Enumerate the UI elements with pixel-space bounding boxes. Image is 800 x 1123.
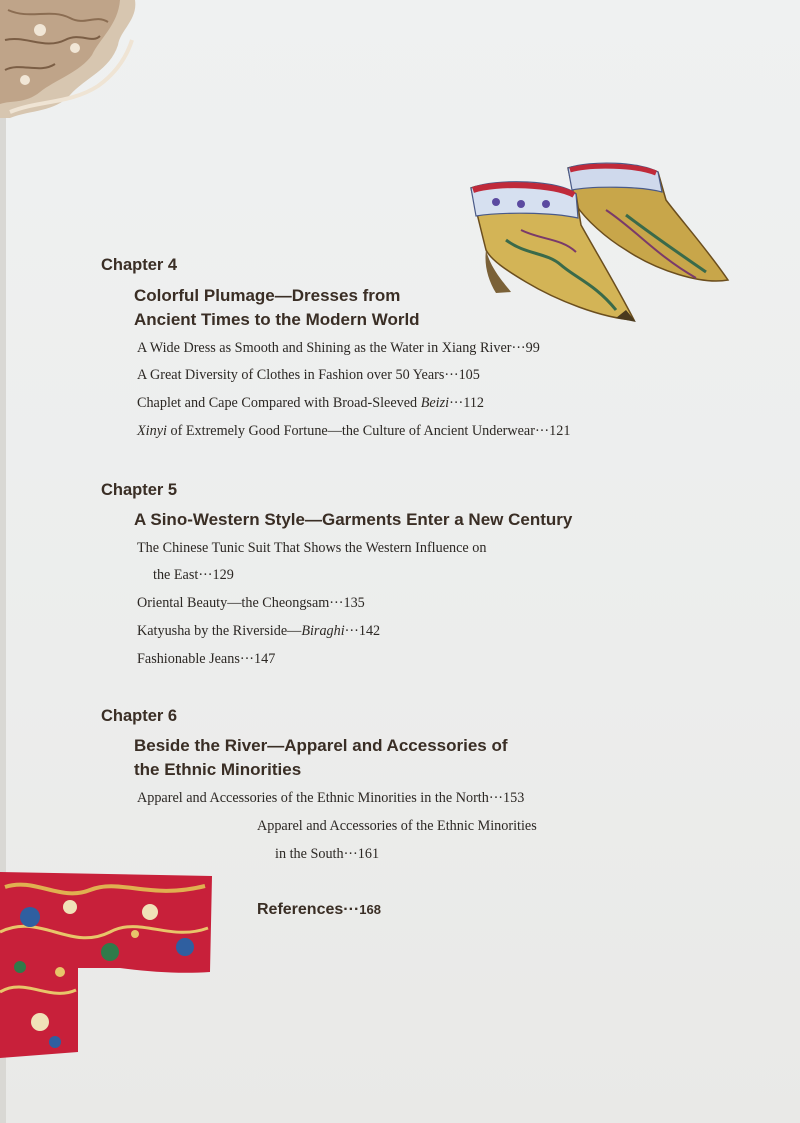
page-number: 129 [212,567,234,583]
toc-entry-line-1[interactable] [257,818,537,835]
chapter-4-title-line-1: Colorful Plumage—Dresses from [134,286,401,305]
chapter-4-label: Chapter 4 [101,256,178,274]
toc-entry[interactable] [137,340,540,357]
entry-title: of Extremely Good Fortune—the Culture of Ancient Underwear [166,423,535,439]
entry-title: Chaplet and Cape Compared with Broad-Sleeved [137,395,421,411]
entry-title: Apparel and Accessories of the Ethnic Minorities in the North [137,790,489,806]
leader-dots: ··· [343,846,358,862]
page-number: 105 [458,367,480,383]
leader-dots: ··· [488,790,504,806]
entry-title: Oriental Beauty—the Cheongsam [137,595,330,611]
page-number: 142 [358,623,381,639]
entry-title: Fashionable Jeans [137,651,240,667]
entry-title-italic: Beizi [420,395,450,411]
page-number: 153 [503,790,525,806]
entry-title: A Great Diversity of Clothes in Fashion over 50 Years [137,367,445,383]
toc-entry-line-2[interactable] [275,846,379,863]
chapter-6-label: Chapter 6 [101,707,178,725]
references-label: References [257,901,344,918]
entry-title: in the South [275,846,344,862]
entry-title: A Wide Dress as Smooth and Shining as the Water in Xiang River [137,340,512,356]
lotus-shoes-image [466,160,734,325]
leader-dots: ··· [239,651,255,667]
references-page-number: 168 [359,902,381,917]
page-number: 147 [254,651,276,667]
chapter-5-title-line-1: A Sino-Western Style—Garments Enter a New Century [134,510,573,529]
leader-dots: ··· [344,623,359,639]
leader-dots: ··· [534,423,550,439]
page-number: 112 [463,395,485,411]
page-number: 135 [343,595,365,611]
embroidered-robe-image [0,872,215,1062]
leader-dots: ··· [444,367,459,383]
entry-title-italic: Biraghi [301,623,345,639]
medallion-ornament-image [0,0,140,120]
toc-entry[interactable] [137,623,380,640]
toc-entry-line-2[interactable] [153,567,234,584]
chapter-5-label: Chapter 5 [101,481,178,499]
entry-title: the East [153,567,199,583]
toc-entry[interactable] [137,367,480,384]
leader-dots: ··· [449,395,464,411]
toc-entry[interactable] [137,790,524,807]
chapter-4-title-line-2: Ancient Times to the Modern World [134,310,420,329]
toc-entry-line-1[interactable] [137,540,486,557]
toc-entry[interactable] [137,651,275,668]
chapter-6-title-line-1: Beside the River—Apparel and Accessories of [134,736,508,755]
entry-title: The Chinese Tunic Suit That Shows the Western Influence on [137,540,487,556]
entry-title: Apparel and Accessories of the Ethnic Minorities [257,818,537,834]
toc-entry[interactable] [137,395,484,412]
page-number: 121 [549,423,571,439]
leader-dots: ··· [329,595,344,611]
references-entry[interactable] [257,901,381,919]
leader-dots: ··· [511,340,526,356]
page-number: 161 [357,846,380,862]
leader-dots: ··· [343,901,360,918]
toc-entry[interactable] [137,595,365,612]
toc-entry[interactable] [137,423,570,440]
page-number: 99 [525,340,540,356]
entry-title: Katyusha by the Riverside— [137,623,302,639]
entry-title-italic: Xinyi [137,423,167,439]
chapter-6-title-line-2: the Ethnic Minorities [134,760,302,779]
leader-dots: ··· [198,567,213,583]
